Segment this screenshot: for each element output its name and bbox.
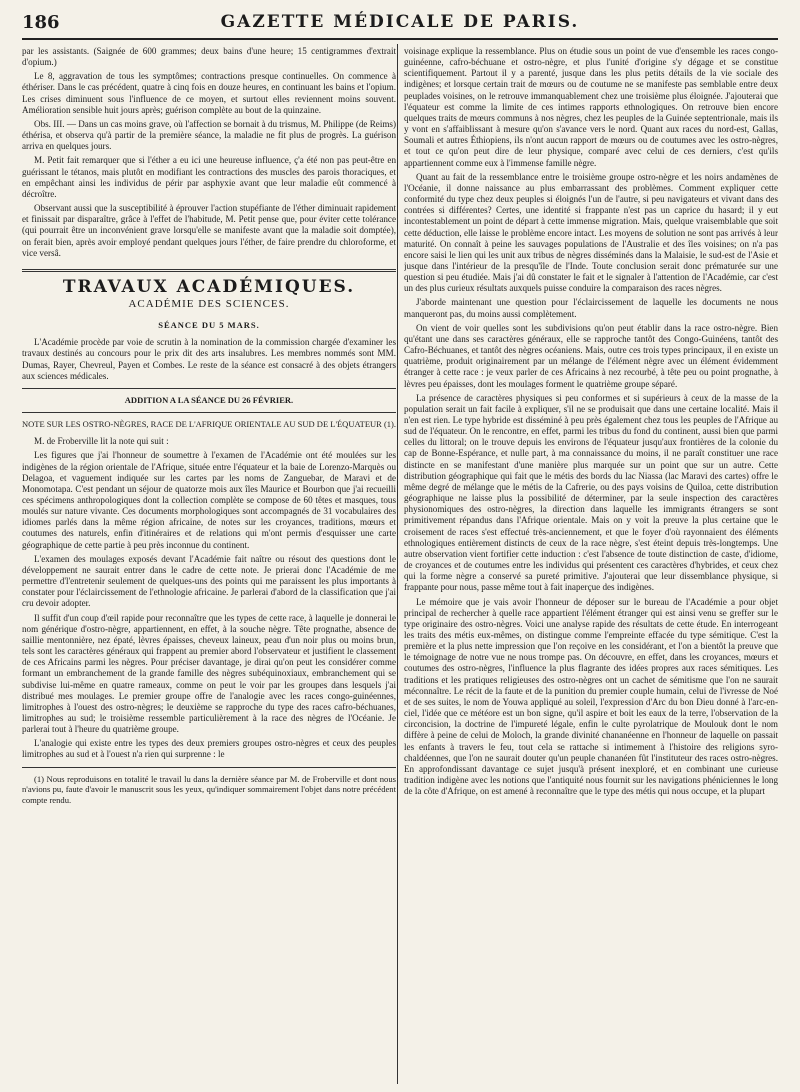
paragraph: Le mémoire que je vais avoir l'honneur de déposer sur le bureau de l'Académie a pour objet principal de rechercher à quelle race appartient l'élément étranger qui est ainsi venu se greffer sur le type originaire des ostro-nègres. Voici une analyse rapide des résultats de cette étude. En interrogeant les traits des métis eux-mêmes, on distingue comme l'empreinte effacée du type sémitique. C'est la première et la plus nette impression que l'on reçoive en les considérant, et l'on a bientôt la preuve que le témoignage de notre vue ne nous trompe pas. On découvre, en effet, dans les croyances, mœurs et coutumes des ostro-nègres, l'influence la plus flagrante des idées propres aux races sémitiques. Les traditions et les pratiques religieuses des ostro-nègres ont un cachet de sémitisme que l'on ne saurait méconnaître. Le récit de la faute et de la punition du premier couple humain, celui de l'ivresse de Noé et de ses suites, le nom de Youwa appliqué au soleil, l'expression d'Arc du bon Dieu donné à l'arc-en-ciel, l'idée que ce météore est un bon signe, qu'il aspire et boit les eaux de la terre, l'observation de la circoncision, la doctrine de l'impureté légale, enfin le culte pyrolatrique de Moulouk dont le nom diffère à peine de celui de Moloch, la grande divinité chananéenne en l'honneur de laquelle on passait les enfants à travers le feu, tout cela se rattache si intimement à l'histoire des religions syro-chaldéennes, que l'on ne saurait douter qu'un peuple chananéen fût l'instituteur des races ostro-nègres. En approfondissant davantage ce sujet jusqu'à présent inexploré, et en combinant une curieuse tradition indigène avec les notions que l'antiquité nous fournit sur les navigations phéniciennes le long de la côte d'Afrique, on est amené à reconnaître que le type des métis qui nous occupe, et la plupart — [404, 596, 778, 797]
footnote-rule — [22, 767, 396, 768]
footnote — [22, 774, 396, 806]
paragraph: voisinage explique la ressemblance. Plus on étudie sous un point de vue d'ensemble les races congo-guinéenne, cafro-béchuane et ostro-nègre, et plus l'unité d'origine s'y dégage et se constitue scientifiquement. Partout il y a parenté, jusque dans les plus petits détails de la vie sociale des indigènes; et lorsque certain trait de mœurs ou de coutume ne se manifeste pas semblable entre deux peuplades voisines, on le retrouve immanquablement chez une troisième plus éloignée. J'ajouterai que l'équateur est comme la limite de ces intimes rapports ethnologiques. On retrouve bien encore quelques traits de mœurs communs à nos nègres, chez les peuples de la Guinée septentrionale, mais ils y vont en s'affaiblissant à mesure qu'on s'avance vers le nord. Quant aux races du nord-est, Gallas, Soumali et autres Éthiopiens, ils n'ont aucun rapport de mœurs ou de coutumes avec les ostro-nègres, et tout ce qu'on peut dire de leur physique, comparé avec celui de ces derniers, c'est qu'ils appartiennent comme eux à l'immense famille nègre. — [404, 46, 778, 168]
session-heading: SÉANCE DU 5 MARS. — [158, 320, 260, 331]
right-column — [404, 46, 778, 1082]
footnote-text: (1) Nous reproduisons en totalité le travail lu dans la dernière séance par M. de Froberville et dont nous n'avions pu, faute d'avoir le manuscrit sous les yeux, qu'indiquer sommairement l'objet dans notre précédent compte rendu. — [22, 773, 396, 805]
page-header — [22, 12, 778, 40]
section-title: TRAVAUX ACADÉMIQUES. — [62, 276, 356, 297]
paragraph: Quant au fait de la ressemblance entre le troisième groupe ostro-nègre et les noirs andamènes de l'Océanie, il donne naissance au plus embarrassant des problèmes. Comment expliquer cette conformité du type chez deux peuples si éloignés l'un de l'autre, si peu navigateurs et vivant dans des contrées si différentes? Certes, une identité si frappante n'est pas un caprice du hasard; il y eut incontestablement un point de départ à cette immense migration. Mais, quelque vraisemblable que soit cette déduction, elle laisse le problème encore intact. Les moyens de solution ne sont pas arrivés à leur maturité. On connaît à peine les sauvages populations de l'Australie et des îles voisines; on n'a pas encore saisi le lien qui les unit aux tribus de nègres disséminés dans la Malaisie, le sud-est de l'Asie et jusque dans l'intérieur de la presqu'île de l'Inde. Toute conclusion serait donc prématurée sur une question si peu étudiée. Mais j'ai dû constater le fait et le signaler à l'attention de l'Académie, car c'est un des plus curieux résultats auxquels puisse conduire la comparaison des races nègres. — [404, 171, 778, 294]
paragraph: La présence de caractères physiques si peu conformes et si supérieurs à ceux de la masse de la population serait un fait facile à expliquer, s'il ne se produisait que dans une certaine localité. Mais il n'en est rien. Le type hybride est disséminé à peu près également chez tous les peuples de l'Afrique au sud de l'équateur. On le rencontre, en effet, parmi les tribus du fond du continent, aussi bien que parmi celles du littoral; on le trouve depuis les environs de l'équateur jusqu'aux frontières de la colonie du cap de Bonne-Espérance, et nulle part, à ma connaissance du moins, il ne paraît constituer une race distincte en se manifestant d'une manière plus marquée sur un point que sur un autre. Cette distribution géographique qui fait que le métis des bords du lac Niassa (lac Maravi des cartes) offre le même degré de mélange que le métis de la Cafrerie, ou des pays voisins de Quiloa, cette distribution géographique ne laisse plus la possibilité de déterminer, par la seule inspection des caractères physionomiques des ostro-nègres, la direction dans laquelle les immigrants étrangers se sont primitivement répandus dans l'Afrique orientale. Mais on y voit la preuve la plus certaine que le croisement de races s'est effectué très-anciennement, et que le foyer d'où rayonnaient des éléments ethnologiques entièrement distincts de ceux de la race nègre, s'est éteint depuis très-longtemps. Une autre observation vient fortifier cette induction : c'est l'absence de toute distinction de caste, d'idiome, de croyances et de coutumes entre les individus qui présentent ces caractères d'hybrides, et ceux chez qui la forme nègre a conservé sa pureté primitive. J'ajouterai que leur dissemblance physique, si frappante pour nous, passe même tout à fait inaperçue des indigènes. — [404, 392, 778, 593]
paragraph: M. Petit fait remarquer que si l'éther a eu ici une heureuse influence, ç'a été non pas peut-être en guérissant le tétanos, mais plutôt en modifiant les contractions des muscles des parois thoraciques, et en empêchant ainsi les individus de périr par asphyxie avant que leur maladie eût commencé à décroître. — [22, 155, 396, 199]
paragraph: On vient de voir quelles sont les subdivisions qu'on peut établir dans la race ostro-nègre. Bien qu'étant une dans ses caractères généraux, elle se rapproche tantôt des Congo-Guinéens, tantôt des Cafro-Béchuanes, et tantôt des nègres océaniens. Mais, outre ces trois types principaux, il en existe un quatrième, produit originairement par un mélange de l'élément nègre avec un élément évidemment étranger à cette race : je veux parler de ces Africains à nez recourbé, à tête peu ou point prognathe, à lèvres peu épaisses, dont les moulages forment le quatrième groupe séparé. — [404, 322, 778, 389]
journal-title: GAZETTE MÉDICALE DE PARIS. — [220, 12, 580, 32]
paragraph: Il suffit d'un coup d'œil rapide pour reconnaître que les types de cette race, à laquelle je donnerai le nom générique d'ostro-nègre, appartiennent, en effet, à la souche nègre. Tête prognathe, absence de saillie mentonnière, nez épaté, lèvres épaisses, cheveux laineux, peau d'un noir plus ou moins brun, tels sont les caractères généraux qui frappent au premier abord l'observateur et justifient le classement de ces Africains parmi les nègres. Pour préciser davantage, je dirai qu'on peut les considérer comme formant un embranchement de la grande famille des nègres subéquinoxiaux, embranchement qui se subdivise lui-même en quatre rameaux, comme on peut le voir par les groupes dans lesquels j'ai distribué mes moulages. Le premier groupe offre de l'analogie avec les races congo-guinéennes, limitrophes à l'ouest des ostro-nègres; le deuxième se rapproche du type des races cafro-béchuanes, limitrophes au sud; le troisième ressemble particulièrement à la race des nègres de l'Océanie. Je parlerai tout à l'heure du quatrième groupe. — [22, 612, 396, 735]
paragraph: Les figures que j'ai l'honneur de soumettre à l'examen de l'Académie ont été moulées sur les indigènes de la région orientale de l'Afrique, située entre l'équateur et la baie de Lorenzo-Marquès ou Delagoa, et vaguement indiquée sur les cartes par les noms de Zanguebar, de Maravi et de Monomotapa. C'est pendant un séjour de quatorze mois aux îles Maurice et Bourbon que j'ai recueilli ces spécimens anthropologiques dont la collection complète se compose de 60 têtes et masques, tous moulés sur nature vivante. Ces documents morphologiques sont accompagnés de 31 vocabulaires des idiomes parlés dans la même région africaine, de notes sur les croyances, traditions, mœurs et coutumes des naturels, enfin d'itinéraires et de relations qui m'ont permis d'esquisser une carte géographique de cette partie à peu près inconnue du continent. — [22, 450, 396, 550]
page-number: 186 — [22, 12, 60, 33]
paragraph: Le 8, aggravation de tous les symptômes; contractions presque continuelles. On commence à éthériser. Dans le cas précédent, quatre à cinq fois en douze heures, en continuant les bains et l'opium. Les crises diminuent sous l'influence de ce moyen, et surtout elles reviennent moins souvent. Amélioration sensible huit jours après; guérison complète au bout de la quinzaine. — [22, 71, 396, 115]
note-title: NOTE SUR LES OSTRO-NÈGRES, RACE DE L'AFRIQUE ORIENTALE AU SUD DE L'ÉQUATEUR (1). — [22, 419, 396, 430]
paragraph: L'analogie qui existe entre les types des deux premiers groupes ostro-nègres et ceux des peuples limitrophes au sud et à l'ouest n'a rien qui surprenne : le — [22, 738, 396, 760]
divider — [22, 412, 396, 413]
paragraph: Observant aussi que la susceptibilité à éprouver l'action stupéfiante de l'éther diminuait rapidement et finissait par disparaître, grâce à l'effet de l'habitude, M. Petit pense que, pour éviter cette tolérance (qui pourrait être un inconvénient grave lorsqu'elle se manifeste avant que la maladie soit domptée), on ferait bien, après avoir employé pendant quelques jours l'éther, de faire prendre du chloroforme, et vice versâ. — [22, 203, 396, 258]
column-rule — [397, 44, 398, 1084]
paragraph: Obs. III. — Dans un cas moins grave, où l'affection se bornait à du trismus, M. Philippe (de Reims) éthérisa, et observa qu'à partir de la première séance, la maladie ne fit plus de progrès. La guérison arriva en quelques jours. — [22, 118, 396, 152]
left-column — [22, 46, 396, 1082]
divider — [22, 388, 396, 389]
section-divider — [22, 269, 396, 272]
paragraph: M. de Froberville lit la note qui suit : — [34, 436, 169, 447]
paragraph: par les assistants. (Saignée de 600 grammes; deux bains d'une heure; 15 centigrammes d'extrait d'opium.) — [22, 46, 396, 68]
addition-heading: ADDITION A LA SÉANCE DU 26 FÉVRIER. — [124, 394, 294, 405]
section-subtitle: ACADÉMIE DES SCIENCES. — [128, 297, 290, 310]
paragraph: L'Académie procède par voie de scrutin à la nomination de la commission chargée d'examiner les travaux destinés au concours pour le prix dit des arts insalubres. Les membres nommés sont MM. Dumas, Rayer, Chevreul, Payen et Combes. Le reste de la séance est consacré à des objets étrangers aux sciences médicales. — [22, 337, 396, 381]
paragraph: L'examen des moulages exposés devant l'Académie fait naître ou résout des questions dont le développement ne saurait entrer dans le cadre de cette note. Je prierai donc l'Académie de me permettre d'l'entretenir seulement de quelques-uns des points qui me paraissent les plus importants à constater pour l'éclaircissement de l'ethnologie africaine. Je parlerai d'abord de la classification que j'ai cru devoir adopter. — [22, 553, 396, 609]
paragraph: J'aborde maintenant une question pour l'éclaircissement de laquelle les documents ne nous manqueront pas, du moins aussi complètement. — [404, 297, 778, 319]
